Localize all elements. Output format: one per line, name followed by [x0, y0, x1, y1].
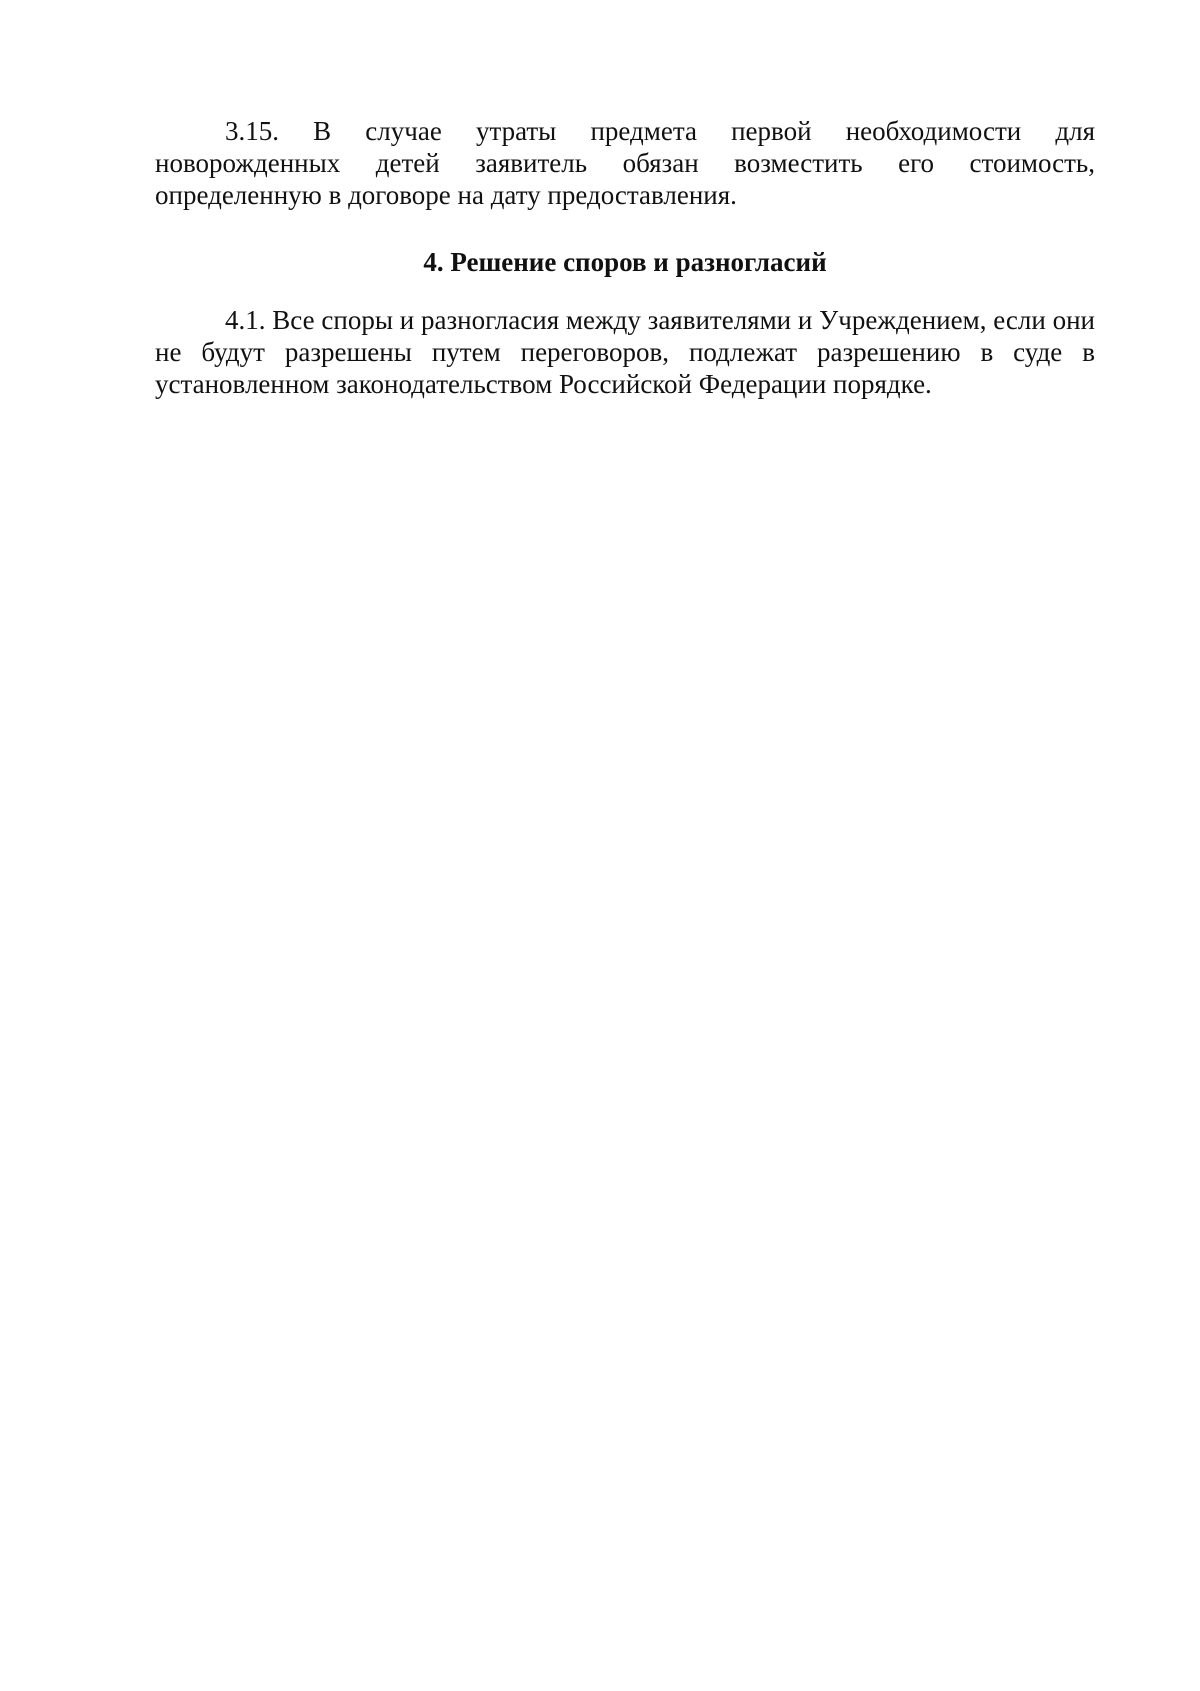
document-body [155, 115, 1095, 400]
paragraph-3-15: 3.15. В случае утраты предмета первой необходимости для новорожденных детей заявитель обязан возместить его стоимость, определенную в договоре на дату предоставления. [155, 116, 1095, 210]
paragraph-4-1: 4.1. Все споры и разногласия между заявителями и Учреждением, если они не будут разрешены путем переговоров, подлежат разрешению в суде в установленном законодательством Российской Федерации порядке. [155, 305, 1095, 399]
section-heading: 4. Решение споров и разногласий [423, 247, 827, 277]
